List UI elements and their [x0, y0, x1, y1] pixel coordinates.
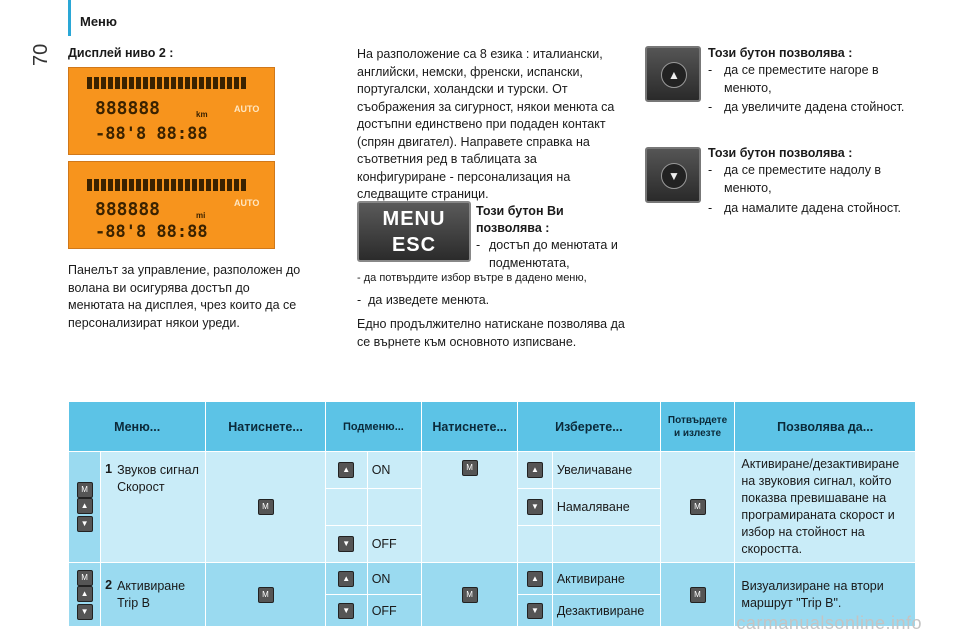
- display-unit-mi: mi: [196, 211, 206, 220]
- row1-sub-on-key: [325, 452, 367, 489]
- row2-sub-on-key: [325, 563, 367, 595]
- row2-menu: [101, 563, 206, 627]
- row1-allows: Активиране/дезактивиране на звуковия сигнал, който показва превишаване на програмираната скорост и избор на стойност на скоростта.: [735, 452, 916, 563]
- down-button-title: Този бутон позволява :: [708, 146, 853, 160]
- display-temp-clock: -88'8 88:88: [95, 124, 208, 144]
- down-button-item2-text: да намалите дадена стойност.: [724, 201, 901, 215]
- down-button-item2: - да намалите дадена стойност.: [708, 200, 918, 218]
- row1-sub-empty-key: [325, 489, 367, 526]
- menu-button-item1-text: достъп до менютата и подменютата,: [489, 238, 618, 270]
- header-accent-bar: [68, 0, 71, 36]
- row1-sel-dec-key: [518, 489, 553, 526]
- row1-sel-dec: Намаляване: [552, 489, 660, 526]
- page-number: 70: [30, 43, 52, 66]
- row1-press: [206, 452, 325, 563]
- up-button-item1-text: да се преместите нагоре в менюто,: [724, 63, 879, 95]
- up-button-item2: - да увеличите дадена стойност.: [708, 99, 918, 117]
- down-key-icon: ▼: [527, 499, 543, 515]
- row2-sel-deact-key: [518, 595, 553, 627]
- m-key-icon: M: [690, 499, 706, 515]
- row2-sub-off-key: [325, 595, 367, 627]
- m-key-icon: M: [77, 570, 93, 586]
- m-key-icon: M: [690, 587, 706, 603]
- menu-button-item3: - да изведете менюта.: [357, 293, 490, 307]
- row2-sel-act: Активиране: [552, 563, 660, 595]
- menu-button-title: Този бутон Ви позволява :: [476, 204, 564, 235]
- display-auto: AUTO: [234, 104, 260, 114]
- col-confirm: Потвърдете и излезте: [660, 402, 735, 452]
- m-key-icon: M: [77, 482, 93, 498]
- control-panel-description: Панелът за управление, разположен до волана ви осигурява достъп до менютата на дисплея, чрез които да се персонализират някои уреди.: [68, 263, 301, 330]
- up-button-item1: - да се преместите нагоре в менюто,: [708, 62, 908, 97]
- m-key-icon: M: [462, 587, 478, 603]
- row2-keys: [69, 563, 101, 627]
- row1-sel-inc: Увеличаване: [552, 452, 660, 489]
- display-odometer: 888888: [95, 98, 161, 119]
- row2-press: [206, 563, 325, 627]
- long-press-note: Едно продължително натискане позволява да се върнете към основното изписване.: [357, 317, 625, 349]
- row2-confirm: [660, 563, 735, 627]
- row1-confirm: [660, 452, 735, 563]
- col-press2: Натиснете...: [422, 402, 518, 452]
- display-temp-clock: -88'8 88:88: [95, 222, 208, 242]
- row2-allows: Визуализиране на втори маршрут "Trip B".: [735, 563, 916, 627]
- row1-menu: [101, 452, 206, 563]
- menu-button-item3-text: да изведете менюта.: [368, 293, 490, 307]
- col-menu: Меню...: [69, 402, 206, 452]
- col-allows: Позволява да...: [735, 402, 916, 452]
- up-button-item2-text: да увеличите дадена стойност.: [724, 100, 905, 114]
- headlamp-up-icon: ▲: [661, 62, 687, 88]
- down-button-item1-text: да се преместите надолу в менюто,: [724, 163, 882, 195]
- table-row: [69, 452, 916, 489]
- m-key-icon: M: [258, 499, 274, 515]
- menu-esc-button-image: [357, 201, 471, 262]
- menu-button-item2-text: да потвърдите избор вътре в дадено меню,: [363, 272, 587, 284]
- display-bargraph: [87, 77, 247, 89]
- menu-button-item1: - достъп до менютата и подменютата,: [476, 237, 626, 272]
- up-button-title: Този бутон позволява :: [708, 46, 853, 60]
- page-title: Меню: [80, 14, 118, 29]
- display-section-title: Дисплей ниво 2 :: [68, 46, 174, 60]
- row2-sub-on: ON: [367, 563, 421, 595]
- down-key-icon: ▼: [338, 603, 354, 619]
- col-press1: Натиснете...: [206, 402, 325, 452]
- display-bargraph: [87, 179, 247, 191]
- display-odometer: 888888: [95, 199, 161, 220]
- down-key-icon: ▼: [338, 536, 354, 552]
- down-button-image: [645, 147, 701, 203]
- up-key-icon: ▲: [77, 498, 93, 514]
- up-key-icon: ▲: [527, 571, 543, 587]
- down-key-icon: ▼: [77, 516, 93, 532]
- menu-button-item2: - да потвърдите избор вътре в дадено меню,: [357, 272, 587, 284]
- languages-paragraph: На разположение са 8 езика : италиански, английски, немски, френски, испански, португалски, холандски и турски. От съображения за сигурност, някои менюта са достъпни единствено при подаден контакт (спрян двигател). Направете справка на съответния ред в таблицата за конфигуриране - персонализация на следващите страници.: [357, 47, 615, 201]
- row2-menu-label: Активиране Trip B: [117, 578, 186, 610]
- esc-label: ESC: [391, 234, 437, 256]
- display-auto: AUTO: [234, 198, 260, 208]
- row1-sub-off: OFF: [367, 526, 421, 563]
- row1-number: 1: [105, 462, 113, 476]
- row1-sub-on: ON: [367, 452, 421, 489]
- row1-sub-empty: [367, 489, 421, 526]
- row1-sel-empty-key: [518, 526, 553, 563]
- headlamp-down-icon: ▼: [661, 163, 687, 189]
- down-key-icon: ▼: [527, 603, 543, 619]
- menu-label: MENU: [382, 208, 446, 230]
- display-unit-km: km: [196, 110, 208, 119]
- row2-sel-deact: Дезактивиране: [552, 595, 660, 627]
- row1-keys: [69, 452, 101, 563]
- row2-sel-act-key: [518, 563, 553, 595]
- down-button-item1: - да се преместите надолу в менюто,: [708, 162, 908, 197]
- row2-sub-off: OFF: [367, 595, 421, 627]
- row2-number: 2: [105, 577, 113, 592]
- row1-sub-off-key: [325, 526, 367, 563]
- up-key-icon: ▲: [77, 586, 93, 602]
- m-key-icon: M: [258, 587, 274, 603]
- menu-configuration-table: [68, 401, 916, 627]
- m-key-icon: M: [462, 460, 478, 476]
- watermark: carmanualsonline.info: [736, 613, 922, 633]
- row2-press2: [422, 563, 518, 627]
- up-button-image: [645, 46, 701, 102]
- row1-press2: [422, 452, 518, 563]
- display-level2-km: [68, 67, 275, 155]
- row1-menu-label: Звуков сигнал Скорост: [117, 463, 199, 494]
- col-select: Изберете...: [518, 402, 661, 452]
- up-key-icon: ▲: [338, 462, 354, 478]
- col-submenu: Подменю...: [325, 402, 421, 452]
- up-key-icon: ▲: [338, 571, 354, 587]
- row1-sel-empty: [552, 526, 660, 563]
- row1-sel-inc-key: [518, 452, 553, 489]
- display-level2-mi: [68, 161, 275, 249]
- up-key-icon: ▲: [527, 462, 543, 478]
- table-header-row: [69, 402, 916, 452]
- down-key-icon: ▼: [77, 604, 93, 620]
- table-row: [69, 563, 916, 595]
